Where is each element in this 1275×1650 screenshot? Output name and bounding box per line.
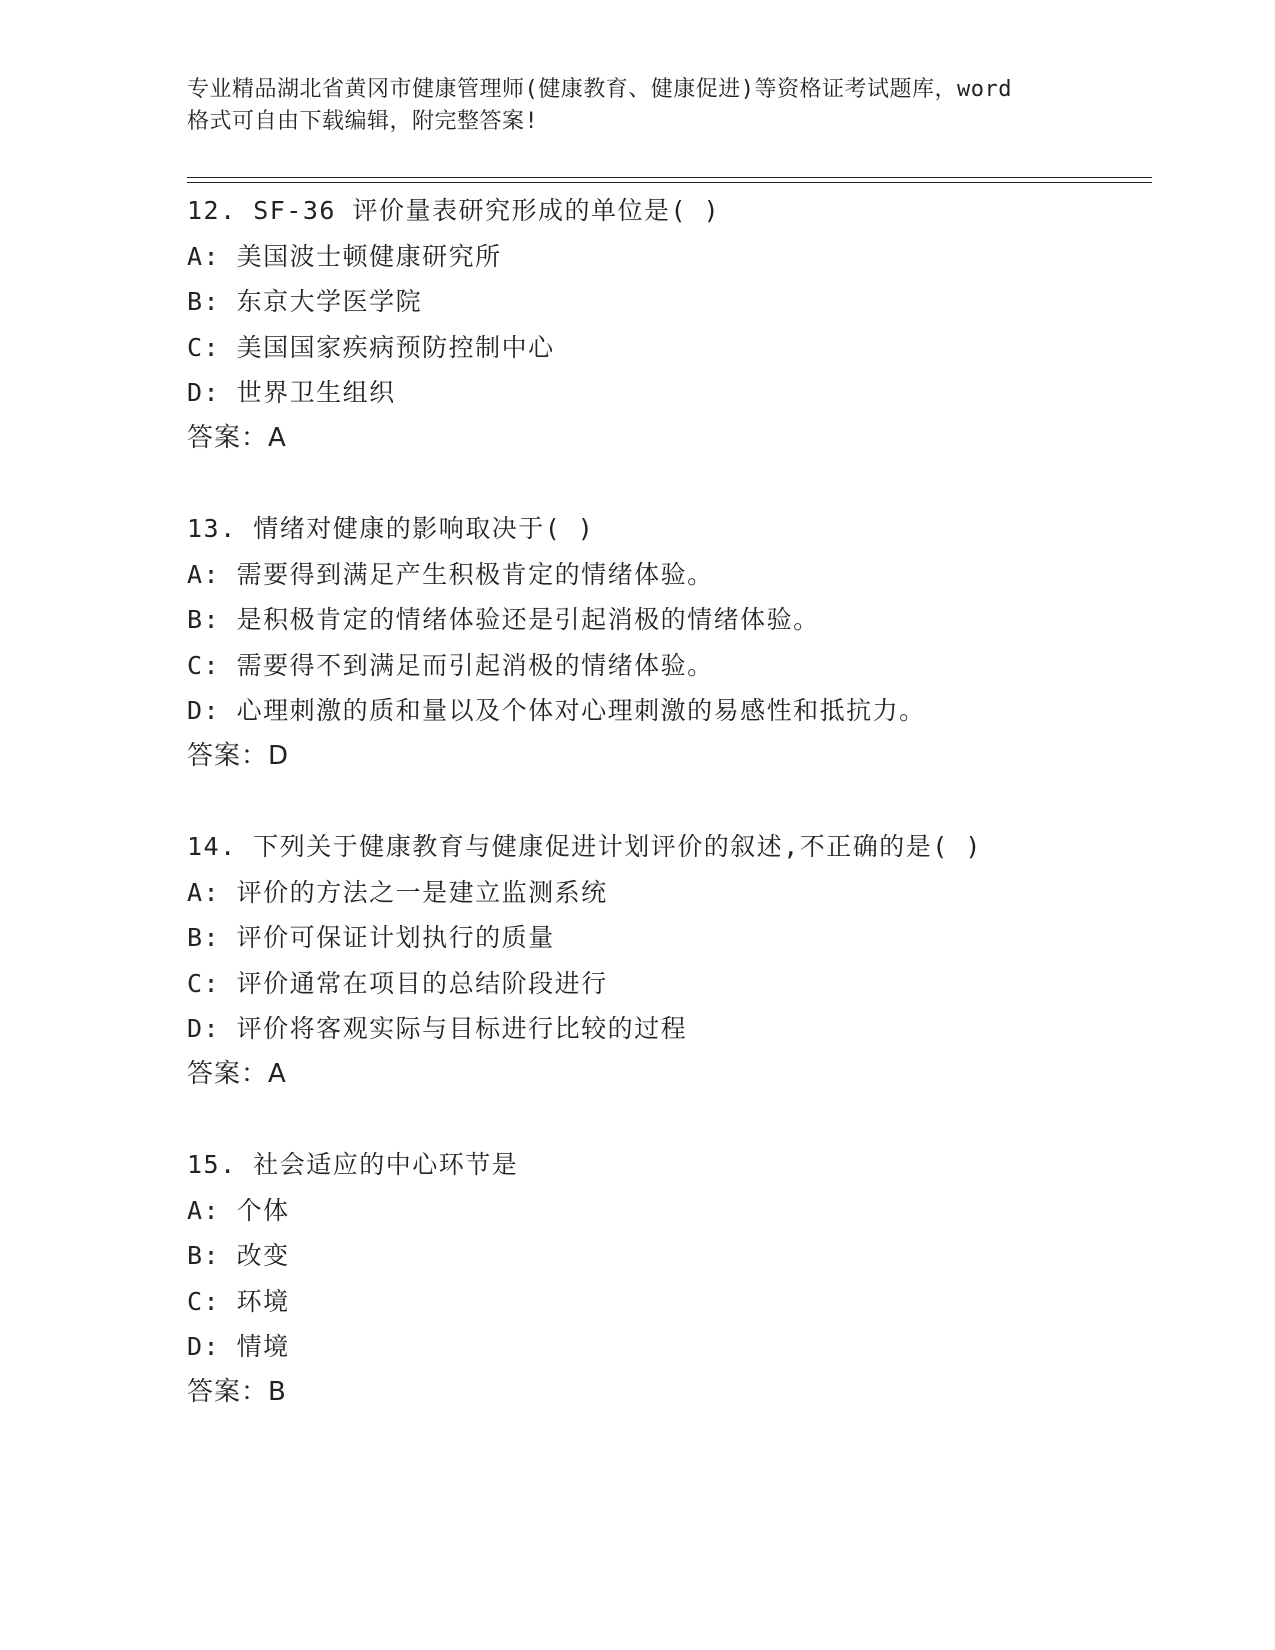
option-d: D: 世界卫生组织 — [187, 378, 396, 408]
header-line-1: 专业精品湖北省黄冈市健康管理师(健康教育、健康促进)等资格证考试题库，word — [187, 77, 1012, 102]
option-b: B: 东京大学医学院 — [187, 287, 423, 317]
answer: 答案：B — [187, 1376, 287, 1407]
question-stem: 12. SF-36 评价量表研究形成的单位是( ) — [187, 196, 721, 225]
question-stem: 14. 下列关于健康教育与健康促进计划评价的叙述,不正确的是( ) — [187, 832, 982, 861]
option-a: A: 需要得到满足产生积极肯定的情绪体验。 — [187, 559, 714, 589]
option-c: C: 需要得不到满足而引起消极的情绪体验。 — [187, 650, 714, 680]
option-c: C: 评价通常在项目的总结阶段进行 — [187, 968, 608, 998]
option-b: B: 改变 — [187, 1241, 290, 1271]
answer: 答案：A — [187, 1058, 287, 1089]
question-15 — [187, 1142, 1147, 1416]
question-stem: 13. 情绪对健康的影响取决于( ) — [187, 514, 595, 543]
answer: 答案：A — [187, 422, 287, 453]
option-d: D: 评价将客观实际与目标进行比较的过程 — [187, 1014, 688, 1044]
header-divider-bottom — [187, 182, 1152, 183]
answer: 答案：D — [187, 740, 290, 771]
option-a: A: 评价的方法之一是建立监测系统 — [187, 877, 608, 907]
option-c: C: 美国国家疾病预防控制中心 — [187, 332, 555, 362]
document-header — [187, 74, 1087, 138]
header-divider-top — [187, 177, 1152, 178]
question-14 — [187, 824, 1147, 1098]
option-d: D: 情境 — [187, 1332, 290, 1362]
option-a: A: 美国波士顿健康研究所 — [187, 241, 502, 271]
header-line-2: 格式可自由下载编辑，附完整答案! — [187, 109, 539, 134]
question-stem: 15. 社会适应的中心环节是 — [187, 1150, 519, 1179]
option-c: C: 环境 — [187, 1286, 290, 1316]
question-13 — [187, 506, 1147, 780]
option-d: D: 心理刺激的质和量以及个体对心理刺激的易感性和抵抗力。 — [187, 696, 926, 726]
option-b: B: 是积极肯定的情绪体验还是引起消极的情绪体验。 — [187, 605, 820, 635]
option-b: B: 评价可保证计划执行的质量 — [187, 923, 555, 953]
option-a: A: 个体 — [187, 1195, 290, 1225]
question-12 — [187, 188, 1147, 462]
